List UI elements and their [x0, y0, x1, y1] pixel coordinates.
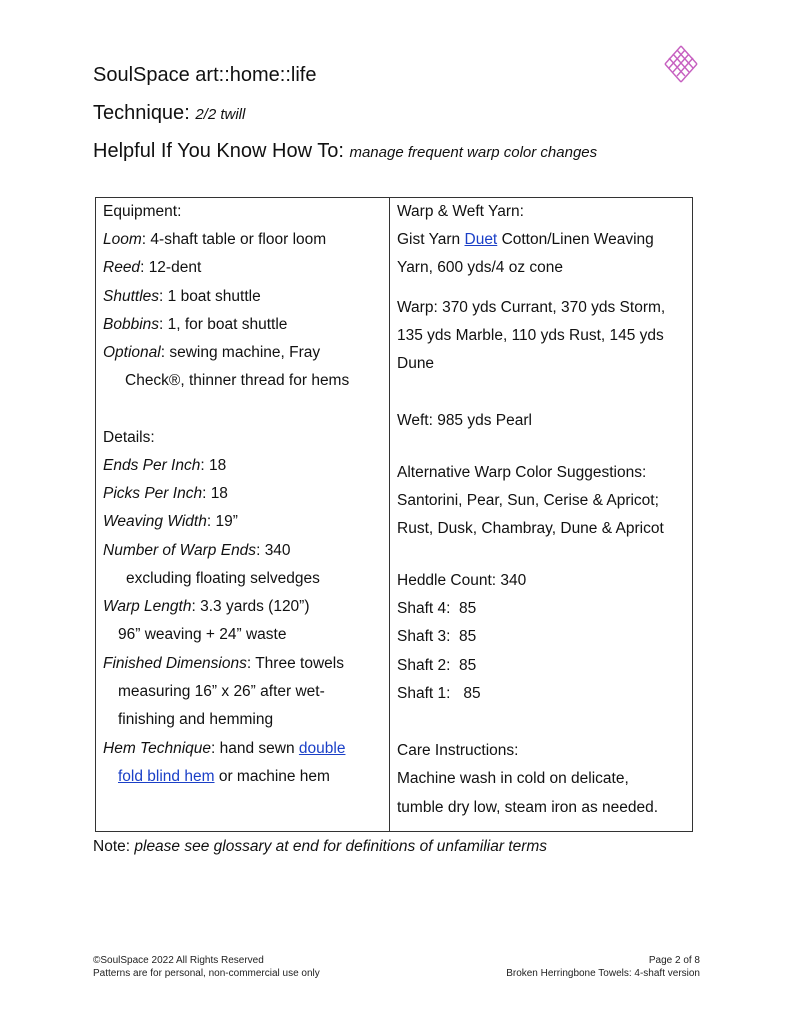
warp-length-note: 96” weaving + 24” waste — [118, 626, 287, 643]
weaving-width-row: Weaving Width: 19” — [103, 513, 238, 530]
warp-amounts-3: Dune — [397, 355, 435, 372]
technique-label: Technique — [93, 102, 185, 124]
hem-row-cont: fold blind hem or machine hem — [118, 768, 330, 785]
glossary-note: Note: please see glossary at end for definitions of unfamiliar terms — [93, 838, 548, 855]
warp-ends-note: excluding floating selvedges — [126, 570, 320, 587]
footer-doc-title: Broken Herringbone Towels: 4-shaft version — [506, 968, 700, 979]
finished-note-2: finishing and hemming — [118, 711, 274, 728]
loom-row: Loom: 4-shaft table or floor loom — [103, 231, 327, 248]
alt-colors-2: Rust, Dusk, Chambray, Dune & Apricot — [397, 520, 664, 537]
warp-length-row: Warp Length: 3.3 yards (120”) — [103, 598, 310, 615]
helpful-line: Helpful If You Know How To: manage frequent warp color changes — [93, 140, 598, 162]
duet-yarn-link[interactable]: Duet — [464, 231, 498, 248]
epi-row: Ends Per Inch: 18 — [103, 457, 227, 474]
warp-amounts-1: Warp: 370 yds Currant, 370 yds Storm, — [397, 299, 666, 316]
warp-ends-row: Number of Warp Ends: 340 — [103, 542, 291, 559]
shaft-1-count: Shaft 1: 85 — [397, 685, 481, 702]
yarn-heading: Warp & Weft Yarn: — [397, 203, 524, 220]
yarn-row-1: Gist Yarn Duet Cotton/Linen Weaving — [397, 231, 654, 248]
note-text: please see glossary at end for definitions of unfamiliar terms — [134, 838, 548, 855]
reed-row: Reed: 12-dent — [103, 259, 202, 276]
finished-row: Finished Dimensions: Three towels — [103, 655, 344, 672]
shaft-3-count: Shaft 3: 85 — [397, 628, 477, 645]
weft-amount: Weft: 985 yds Pearl — [397, 412, 532, 429]
heddle-heading: Heddle Count: 340 — [397, 572, 527, 589]
footer-page-number: Page 2 of 8 — [648, 955, 700, 966]
helpful-value: manage frequent warp color changes — [349, 144, 598, 161]
equipment-heading: Equipment: — [103, 203, 182, 220]
note-label: Note — [93, 838, 126, 855]
alt-colors-1: Santorini, Pear, Sun, Cerise & Apricot; — [397, 492, 659, 509]
finished-note-1: measuring 16” x 26” after wet- — [118, 683, 325, 700]
double-fold-blind-hem-link-cont[interactable]: fold blind hem — [118, 768, 215, 785]
optional-row: Optional: sewing machine, Fray — [103, 344, 321, 361]
hem-row: Hem Technique: hand sewn double — [103, 740, 346, 757]
warp-amounts-2: 135 yds Marble, 110 yds Rust, 145 yds — [397, 327, 664, 344]
table-column-divider — [389, 197, 390, 832]
yarn-row-2: Yarn, 600 yds/4 oz cone — [397, 259, 564, 276]
details-heading: Details: — [103, 429, 155, 446]
soulspace-logo-icon — [663, 44, 699, 84]
shaft-4-count: Shaft 4: 85 — [397, 600, 477, 617]
technique-value: 2/2 twill — [195, 106, 246, 123]
footer-copyright: ©SoulSpace 2022 All Rights Reserved — [93, 955, 264, 966]
care-heading: Care Instructions: — [397, 742, 519, 759]
care-line-1: Machine wash in cold on delicate, — [397, 770, 629, 787]
brand-title: SoulSpace art::home::life — [93, 64, 317, 86]
double-fold-blind-hem-link[interactable]: double — [298, 740, 346, 757]
care-line-2: tumble dry low, steam iron as needed. — [397, 799, 659, 816]
technique-line: Technique: 2/2 twill — [93, 102, 246, 124]
shaft-2-count: Shaft 2: 85 — [397, 657, 477, 674]
alt-colors-heading: Alternative Warp Color Suggestions: — [397, 464, 647, 481]
bobbins-row: Bobbins: 1, for boat shuttle — [103, 316, 288, 333]
shuttles-row: Shuttles: 1 boat shuttle — [103, 288, 261, 305]
optional-row-cont: Check®, thinner thread for hems — [125, 372, 350, 389]
ppi-row: Picks Per Inch: 18 — [103, 485, 228, 502]
helpful-label: Helpful If You Know How To — [93, 140, 339, 162]
footer-usage: Patterns are for personal, non-commercial use only — [93, 968, 320, 979]
